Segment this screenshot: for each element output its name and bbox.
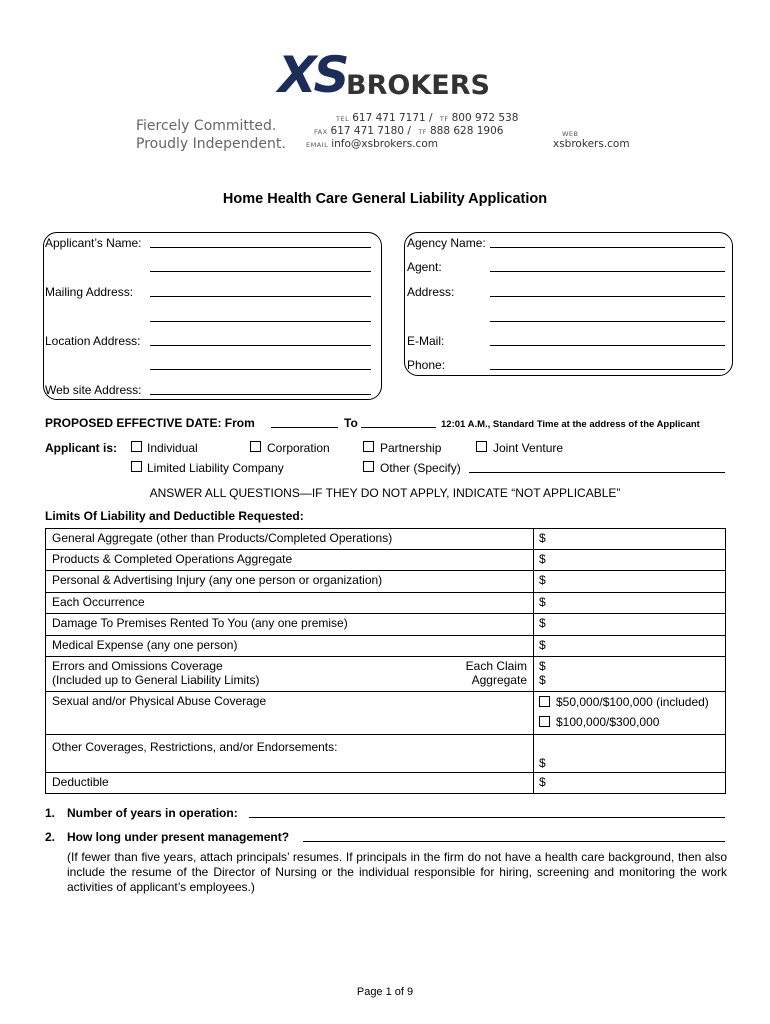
- partnership-checkbox[interactable]: [363, 441, 374, 452]
- each-occurrence-label: Each Occurrence: [46, 593, 534, 614]
- each-claim-label: Each Claim: [465, 659, 527, 673]
- table-row: [46, 692, 726, 735]
- agent-label: Agent:: [407, 260, 442, 274]
- tel-label: TEL: [336, 115, 350, 123]
- products-completed-amount[interactable]: $: [534, 550, 726, 571]
- web-value[interactable]: xsbrokers.com: [553, 138, 630, 150]
- sexual-abuse-label: Sexual and/or Physical Abuse Coverage: [46, 692, 534, 735]
- damage-premises-label: Damage To Premises Rented To You (any one premise): [46, 614, 534, 636]
- general-aggregate-amount[interactable]: $: [534, 529, 726, 550]
- deductible-label: Deductible: [46, 773, 534, 794]
- page-number: Page 1 of 9: [356, 986, 414, 998]
- abuse-option2-checkbox[interactable]: [539, 716, 550, 727]
- page-title: Home Health Care General Liability Application: [222, 191, 548, 207]
- web-site-address-field[interactable]: [150, 394, 371, 395]
- aggregate-label: Aggregate: [471, 673, 527, 687]
- medical-expense-amount[interactable]: $: [534, 636, 726, 657]
- email-value[interactable]: info@xsbrokers.com: [331, 138, 438, 150]
- table-row: [46, 773, 726, 794]
- table-row: [46, 550, 726, 571]
- included-up-to-label: (Included up to General Liability Limits): [52, 673, 260, 687]
- medical-expense-label: Medical Expense (any one person): [46, 636, 534, 657]
- corporation-label: Corporation: [267, 441, 330, 455]
- other-coverages-amount[interactable]: $: [534, 735, 726, 773]
- abuse-option1-label: $50,000/$100,000 (included): [556, 695, 709, 709]
- q1-number: 1.: [45, 806, 56, 820]
- individual-label: Individual: [147, 441, 198, 455]
- table-row: [46, 614, 726, 636]
- tagline: [136, 117, 286, 153]
- mailing-address-label: Mailing Address:: [45, 285, 134, 299]
- address-label: Address:: [407, 285, 455, 299]
- abuse-option1[interactable]: [539, 692, 719, 712]
- effective-date-label: PROPOSED EFFECTIVE DATE: From: [45, 416, 255, 430]
- q1-field[interactable]: [249, 817, 725, 818]
- table-row: [46, 571, 726, 593]
- location-address-field-2[interactable]: [150, 369, 371, 370]
- applicants-name-field[interactable]: [150, 247, 371, 248]
- email-label: E-Mail:: [407, 334, 445, 348]
- personal-advertising-label: Personal & Advertising Injury (any one person or organization): [46, 571, 534, 593]
- tf2-label: TF: [418, 128, 427, 136]
- table-row: [46, 657, 726, 692]
- q2-label: How long under present management?: [67, 830, 290, 844]
- location-address-field[interactable]: [150, 345, 371, 346]
- applicant-box: [43, 232, 382, 400]
- web-site-address-label: Web site Address:: [45, 383, 142, 397]
- table-row: [46, 636, 726, 657]
- tf1-value: 800 972 538: [451, 112, 519, 124]
- q1-label: Number of years in operation:: [67, 806, 238, 820]
- contact-email: [306, 137, 438, 152]
- products-completed-label: Products & Completed Operations Aggregate: [46, 550, 534, 571]
- email-label: EMAIL: [306, 141, 329, 149]
- each-claim-amount[interactable]: $: [539, 659, 546, 673]
- abuse-option1-checkbox[interactable]: [539, 696, 550, 707]
- tagline-line2: Proudly Independent.: [136, 136, 286, 152]
- agency-box: [404, 232, 733, 376]
- other-specify-field[interactable]: [469, 472, 725, 473]
- applicants-name-field-2[interactable]: [150, 271, 371, 272]
- email-field[interactable]: [490, 345, 725, 346]
- fax-label: FAX: [314, 128, 328, 136]
- partnership-label: Partnership: [380, 441, 442, 455]
- errors-omissions-cell: [46, 657, 534, 692]
- q2-field[interactable]: [303, 841, 725, 842]
- damage-premises-amount[interactable]: $: [534, 614, 726, 636]
- limits-heading: Limits Of Liability and Deductible Requested:: [45, 509, 304, 523]
- errors-omissions-label: Errors and Omissions Coverage: [52, 659, 223, 673]
- each-occurrence-amount[interactable]: $: [534, 593, 726, 614]
- phone-label: Phone:: [407, 358, 446, 372]
- joint-venture-checkbox[interactable]: [476, 441, 487, 452]
- personal-advertising-amount[interactable]: $: [534, 571, 726, 593]
- table-row: [46, 529, 726, 550]
- mailing-address-field-2[interactable]: [150, 321, 371, 322]
- errors-omissions-amounts: [534, 657, 726, 692]
- logo-xs: XS: [278, 46, 347, 104]
- location-address-label: Location Address:: [45, 334, 141, 348]
- tf2-value: 888 628 1906: [429, 125, 504, 137]
- phone-field[interactable]: [490, 369, 725, 370]
- tagline-line1: Fiercely Committed.: [136, 118, 277, 134]
- deductible-amount[interactable]: $: [534, 773, 726, 794]
- abuse-option2-label: $100,000/$300,000: [556, 715, 660, 729]
- llc-checkbox[interactable]: [131, 461, 142, 472]
- llc-label: Limited Liability Company: [147, 461, 284, 475]
- aggregate-amount[interactable]: $: [539, 673, 546, 687]
- tel-value: 617 471 7171 /: [352, 112, 433, 124]
- general-aggregate-label: General Aggregate (other than Products/Completed Operations): [46, 529, 534, 550]
- address-field-2[interactable]: [490, 321, 725, 322]
- abuse-option2[interactable]: [539, 712, 719, 732]
- applicant-is-label: Applicant is:: [45, 441, 118, 455]
- limits-table: [45, 528, 726, 794]
- fax-value: 617 471 7180 /: [330, 125, 411, 137]
- q2-number: 2.: [45, 830, 56, 844]
- agency-name-field[interactable]: [490, 247, 725, 248]
- effective-date-to-label: To: [344, 416, 358, 430]
- instructions: ANSWER ALL QUESTIONS—IF THEY DO NOT APPLY, INDICATE “NOT APPLICABLE”: [149, 486, 621, 500]
- other-coverages-label: Other Coverages, Restrictions, and/or Endorsements:: [46, 735, 534, 773]
- agent-field[interactable]: [490, 271, 725, 272]
- agency-name-label: Agency Name:: [407, 236, 486, 250]
- address-field[interactable]: [490, 296, 725, 297]
- q2-note: (If fewer than five years, attach principals’ resumes. If principals in the firm do not have a health care background, then also include the resume of the Director of Nursing or the individual responsible for hiring, screening and monitoring the work activities of applicant’s employees.): [67, 850, 727, 894]
- table-row: [46, 735, 726, 773]
- errors-claim-labels: [466, 659, 527, 687]
- logo-brokers: BROKERS: [346, 70, 490, 101]
- web-label-text: WEB: [562, 130, 579, 138]
- effective-date-from-field[interactable]: [271, 427, 338, 428]
- individual-checkbox[interactable]: [131, 441, 142, 452]
- tf1-label: TF: [439, 115, 449, 123]
- corporation-checkbox[interactable]: [250, 441, 261, 452]
- mailing-address-field[interactable]: [150, 296, 371, 297]
- table-row: [46, 593, 726, 614]
- other-checkbox[interactable]: [363, 461, 374, 472]
- joint-venture-label: Joint Venture: [493, 441, 564, 455]
- effective-date-to-field[interactable]: [361, 427, 436, 428]
- other-label: Other (Specify): [380, 461, 461, 475]
- sexual-abuse-options: [534, 692, 726, 735]
- time-note: 12:01 A.M., Standard Time at the address of the Applicant: [441, 419, 700, 430]
- applicants-name-label: Applicant’s Name:: [45, 236, 142, 250]
